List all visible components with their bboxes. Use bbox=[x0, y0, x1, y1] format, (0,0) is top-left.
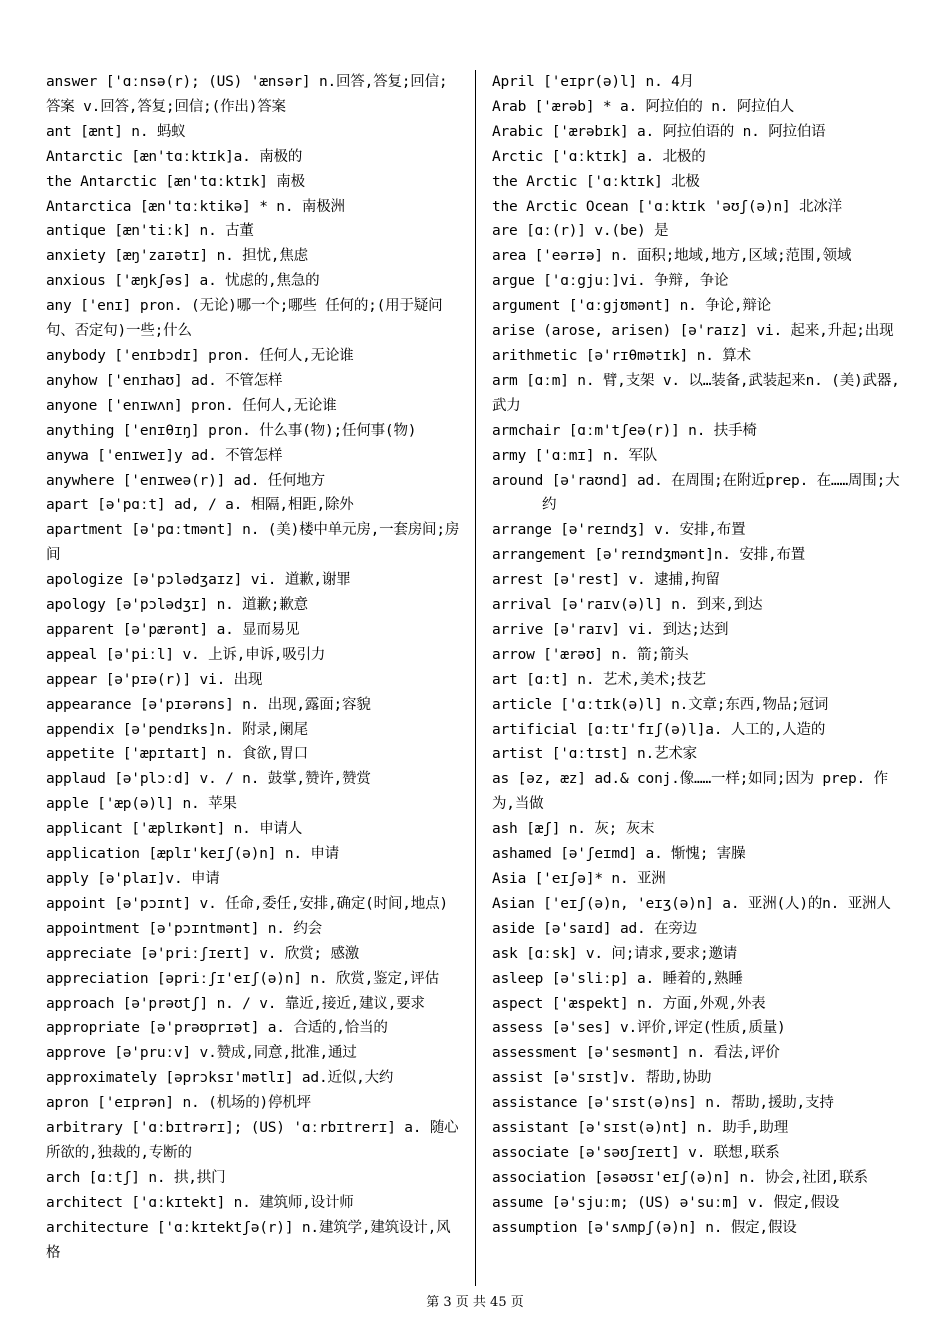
dictionary-entry: assessment [ə'sesmənt] n. 看法,评价 bbox=[492, 1045, 780, 1062]
dictionary-entry: arise (arose, arisen) [ə'raɪz] vi. 起来,升起;出现 bbox=[492, 323, 894, 340]
dictionary-entry: apart [ə'pɑːt] ad, / a. 相隔,相距,除外 bbox=[46, 497, 354, 514]
dictionary-entry: anywhere ['enɪweə(r)] ad. 任何地方 bbox=[46, 472, 325, 489]
dictionary-entry: arm [ɑːm] n. 臂,支架 v. 以…装备,武装起来n. (美)武器,武力 bbox=[492, 372, 900, 414]
dictionary-entry: Arctic ['ɑːktɪk] a. 北极的 bbox=[492, 148, 706, 165]
dictionary-entry: assess [ə'ses] v.评价,评定(性质,质量) bbox=[492, 1020, 786, 1037]
dictionary-entry: any ['enɪ] pron. (无论)哪一个;哪些 任何的;(用于疑问句、否定句)一些;什么 bbox=[46, 298, 443, 340]
dictionary-entry: appearance [ə'pɪərəns] n. 出现,露面;容貌 bbox=[46, 696, 371, 713]
dictionary-entry: argue ['ɑːgjuː]vi. 争辩, 争论 bbox=[492, 273, 729, 290]
dictionary-entry: the Arctic ['ɑːktɪk] 北极 bbox=[492, 173, 700, 190]
dictionary-entry: anywa ['enɪweɪ]y ad. 不管怎样 bbox=[46, 447, 283, 464]
column-divider bbox=[475, 70, 476, 1286]
dictionary-entry: arithmetic [ə'rɪθmətɪk] n. 算术 bbox=[492, 347, 751, 364]
dictionary-entry: argument ['ɑːgjʊmənt] n. 争论,辩论 bbox=[492, 298, 771, 315]
page-number: 第 3 页 共 45 页 bbox=[426, 1295, 524, 1310]
dictionary-entry: apron ['eɪprən] n. (机场的)停机坪 bbox=[46, 1095, 311, 1112]
dictionary-entry: association [əsəʊsɪ'eɪʃ(ə)n] n. 协会,社团,联系 bbox=[492, 1169, 868, 1186]
dictionary-entry: article ['ɑːtɪk(ə)l] n.文章;东西,物品;冠词 bbox=[492, 696, 829, 713]
dictionary-entry: ant [ænt] n. 蚂蚁 bbox=[46, 123, 186, 140]
dictionary-entry: appreciate [ə'priːʃɪeɪt] v. 欣赏; 感激 bbox=[46, 945, 360, 962]
dictionary-entry: assumption [ə'sʌmpʃ(ə)n] n. 假定,假设 bbox=[492, 1219, 797, 1236]
dictionary-entry: associate [ə'səʊʃɪeɪt] v. 联想,联系 bbox=[492, 1144, 780, 1161]
dictionary-entry: ashamed [ə'ʃeɪmd] a. 惭愧; 害臊 bbox=[492, 846, 746, 863]
dictionary-entry: anything ['enɪθɪŋ] pron. 什么事(物);任何事(物) bbox=[46, 422, 417, 439]
dictionary-entry: apartment [ə'pɑːtmənt] n. (美)楼中单元房,一套房间;房间 bbox=[46, 522, 460, 564]
dictionary-entry: ask [ɑːsk] v. 问;请求,要求;邀请 bbox=[492, 945, 738, 962]
dictionary-entry: arrival [ə'raɪv(ə)l] n. 到来,到达 bbox=[492, 597, 763, 614]
dictionary-entry: apple ['æp(ə)l] n. 苹果 bbox=[46, 796, 237, 813]
dictionary-entry: Arabic ['ærəbɪk] a. 阿拉伯语的 n. 阿拉伯语 bbox=[492, 123, 826, 140]
dictionary-entry: Antarctic [æn'tɑːktɪk]a. 南极的 bbox=[46, 148, 303, 165]
dictionary-entry: applicant ['æplɪkənt] n. 申请人 bbox=[46, 821, 303, 838]
dictionary-entry: arbitrary ['ɑːbɪtrərɪ]; (US) 'ɑːrbɪtrerɪ] a. 随心所欲的,独裁的,专断的 bbox=[46, 1120, 459, 1161]
dictionary-entry: apologize [ə'pɔlədʒaɪz] vi. 道歉,谢罪 bbox=[46, 572, 351, 589]
page-footer bbox=[0, 1291, 950, 1310]
dictionary-entry: assume [ə'sjuːm; (US) ə'suːm] v. 假定,假设 bbox=[492, 1194, 840, 1211]
dictionary-entry: application [æplɪ'keɪʃ(ə)n] n. 申请 bbox=[46, 846, 340, 863]
dictionary-entry: arrest [ə'rest] v. 逮捕,拘留 bbox=[492, 572, 720, 589]
dictionary-entry: antique [æn'tiːk] n. 古董 bbox=[46, 223, 254, 240]
dictionary-entry: appropriate [ə'prəʊprɪət] a. 合适的,恰当的 bbox=[46, 1020, 388, 1037]
dictionary-entry: appendix [ə'pendɪks]n. 附录,阑尾 bbox=[46, 721, 308, 738]
dictionary-entry: appetite ['æpɪtaɪt] n. 食欲,胃口 bbox=[46, 746, 308, 763]
dictionary-entry: Antarctica [æn'tɑːktikə] * n. 南极洲 bbox=[46, 198, 345, 215]
dictionary-entry: aspect ['æspekt] n. 方面,外观,外表 bbox=[492, 995, 766, 1012]
dictionary-entry: anxiety [æŋ'zaɪətɪ] n. 担忧,焦虑 bbox=[46, 248, 308, 265]
dictionary-entry: anyhow ['enɪhaʊ] ad. 不管怎样 bbox=[46, 372, 283, 389]
dictionary-entry: army ['ɑːmɪ] n. 军队 bbox=[492, 447, 658, 464]
dictionary-entry: appear [ə'pɪə(r)] vi. 出现 bbox=[46, 671, 263, 688]
dictionary-entry: arrangement [ə'reɪndʒmənt]n. 安排,布置 bbox=[492, 547, 806, 564]
dictionary-entry: approximately [əprɔksɪ'mətlɪ] ad.近似,大约 bbox=[46, 1070, 394, 1087]
dictionary-entry: arrive [ə'raɪv] vi. 到达;达到 bbox=[492, 621, 729, 638]
dictionary-entry: anxious ['æŋkʃəs] a. 忧虑的,焦急的 bbox=[46, 273, 320, 290]
dictionary-entry: as [əz, æz] ad.& conj.像……一样;如同;因为 prep. 作为,当做 bbox=[492, 771, 888, 813]
dictionary-entry: ash [æʃ] n. 灰; 灰末 bbox=[492, 821, 655, 838]
dictionary-entry: around [ə'raʊnd] ad. 在周围;在附近prep. 在……周围;大约 bbox=[492, 472, 900, 514]
dictionary-entry: appointment [ə'pɔɪntmənt] n. 约会 bbox=[46, 920, 322, 937]
dictionary-entry: answer ['ɑːnsə(r); (US) 'ænsər] n.回答,答复;回信;答案 v.回答,答复;回信;(作出)答案 bbox=[46, 74, 448, 115]
dictionary-entry: arch [ɑːtʃ] n. 拱,拱门 bbox=[46, 1169, 226, 1186]
dictionary-entry: assistance [ə'sɪst(ə)ns] n. 帮助,援助,支持 bbox=[492, 1095, 834, 1112]
dictionary-entry: the Antarctic [æn'tɑːktɪk] 南极 bbox=[46, 173, 305, 190]
dictionary-entry: asleep [ə'sliːp] a. 睡着的,熟睡 bbox=[492, 970, 743, 987]
dictionary-entry: assist [ə'sɪst]v. 帮助,协助 bbox=[492, 1070, 712, 1087]
dictionary-entry: applaud [ə'plɔːd] v. / n. 鼓掌,赞许,赞赏 bbox=[46, 771, 371, 788]
dictionary-entry: apology [ə'pɔlədʒɪ] n. 道歉;歉意 bbox=[46, 597, 308, 614]
dictionary-entry: the Arctic Ocean ['ɑːktɪk 'əʊʃ(ə)n] 北冰洋 bbox=[492, 198, 842, 215]
dictionary-entry: April ['eɪpr(ə)l] n. 4月 bbox=[492, 74, 694, 90]
dictionary-entry: architecture ['ɑːkɪtektʃə(r)] n.建筑学,建筑设计,风格 bbox=[46, 1219, 451, 1261]
dictionary-entry: appeal [ə'piːl] v. 上诉,申诉,吸引力 bbox=[46, 646, 326, 663]
dictionary-entry: are [ɑː(r)] v.(be) 是 bbox=[492, 223, 669, 240]
dictionary-entry: architect ['ɑːkɪtekt] n. 建筑师,设计师 bbox=[46, 1194, 354, 1211]
dictionary-entry: assistant [ə'sɪst(ə)nt] n. 助手,助理 bbox=[492, 1120, 789, 1137]
dictionary-entry: armchair [ɑːm'tʃeə(r)] n. 扶手椅 bbox=[492, 422, 757, 439]
dictionary-entry: appreciation [əpriːʃɪ'eɪʃ(ə)n] n. 欣赏,鉴定,评估 bbox=[46, 970, 439, 987]
right-column bbox=[492, 70, 908, 1241]
dictionary-entry: artificial [ɑːtɪ'fɪʃ(ə)l]a. 人工的,人造的 bbox=[492, 721, 826, 738]
dictionary-entry: approve [ə'pruːv] v.赞成,同意,批准,通过 bbox=[46, 1045, 357, 1062]
dictionary-entry: anyone ['enɪwʌn] pron. 任何人,无论谁 bbox=[46, 397, 337, 414]
dictionary-entry: aside [ə'saɪd] ad. 在旁边 bbox=[492, 920, 697, 937]
dictionary-entry: artist ['ɑːtɪst] n.艺术家 bbox=[492, 746, 697, 763]
dictionary-entry: appoint [ə'pɔɪnt] v. 任命,委任,安排,确定(时间,地点) bbox=[46, 895, 448, 912]
dictionary-entry: arrow ['ærəʊ] n. 箭;箭头 bbox=[492, 646, 689, 663]
dictionary-entry: arrange [ə'reɪndʒ] v. 安排,布置 bbox=[492, 522, 746, 539]
dictionary-entry: Asia ['eɪʃə]* n. 亚洲 bbox=[492, 871, 666, 887]
dictionary-entry: Arab ['ærəb] * a. 阿拉伯的 n. 阿拉伯人 bbox=[492, 98, 795, 115]
dictionary-entry: area ['eərɪə] n. 面积;地域,地方,区域;范围,领域 bbox=[492, 248, 852, 265]
left-column bbox=[46, 70, 460, 1266]
dictionary-entry: apply [ə'plaɪ]v. 申请 bbox=[46, 871, 220, 887]
dictionary-entry: approach [ə'prəʊtʃ] n. / v. 靠近,接近,建议,要求 bbox=[46, 995, 425, 1012]
dictionary-entry: art [ɑːt] n. 艺术,美术;技艺 bbox=[492, 671, 706, 688]
dictionary-entry: Asian ['eɪʃ(ə)n, 'eɪʒ(ə)n] a. 亚洲(人)的n. 亚洲人 bbox=[492, 895, 891, 912]
dictionary-entry: anybody ['enɪbɔdɪ] pron. 任何人,无论谁 bbox=[46, 347, 354, 364]
dictionary-entry: apparent [ə'pærənt] a. 显而易见 bbox=[46, 621, 300, 638]
